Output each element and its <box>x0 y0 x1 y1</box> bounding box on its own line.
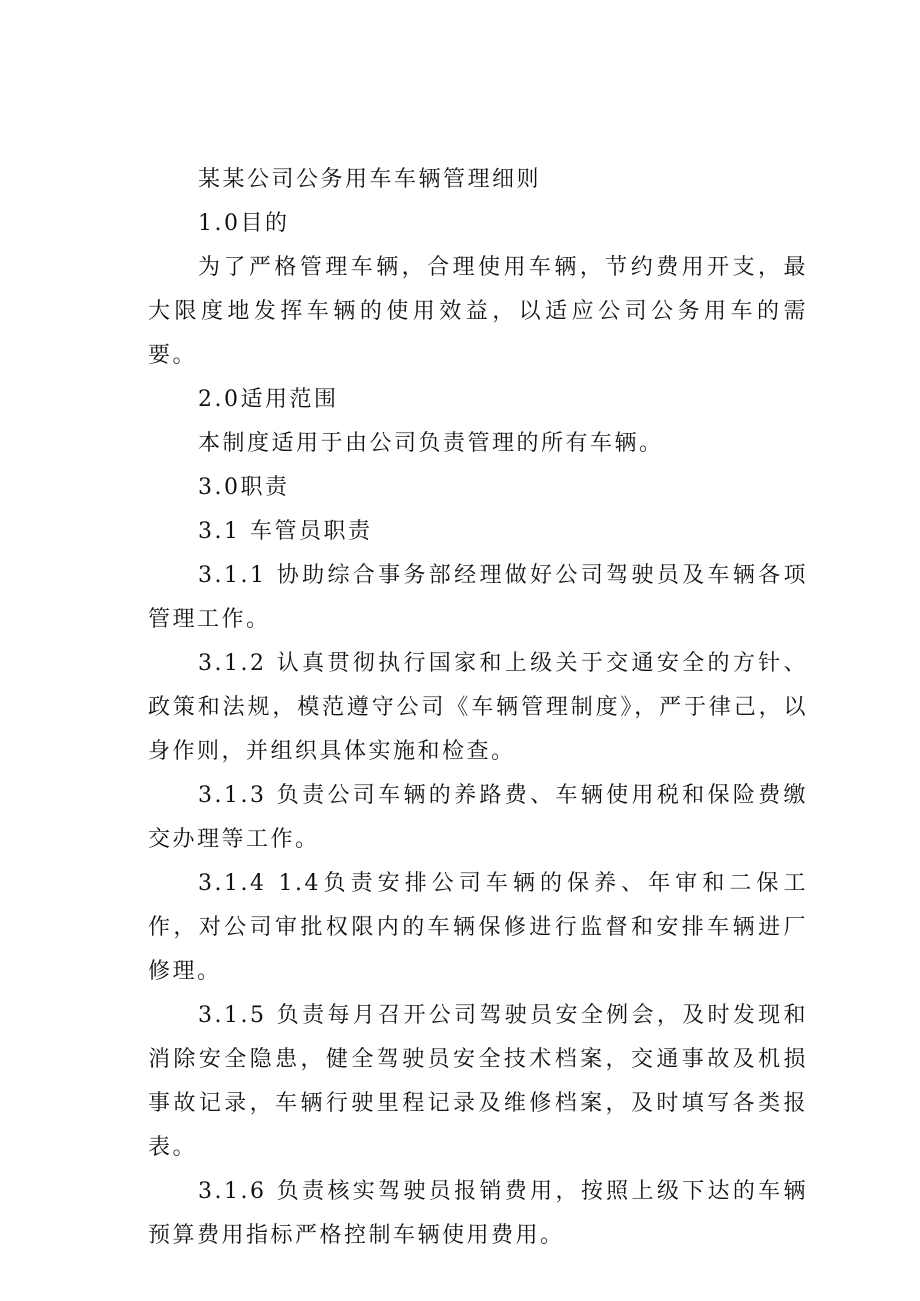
clause-3-1-4: 3.1.4 1.4负责安排公司车辆的保养、年审和二保工作，对公司审批权限内的车辆保修进行监督和安排车辆进厂修理。 <box>148 871 808 984</box>
paragraph-scope: 本制度适用于由公司负责管理的所有车辆。 <box>198 431 664 456</box>
subsection-heading-vehicle-manager: 3.1 车管员职责 <box>198 519 373 544</box>
clause-3-1-5: 3.1.5 负责每月召开公司驾驶员安全例会，及时发现和消除安全隐患，健全驾驶员安全技术档案，交通事故及机损事故记录，车辆行驶里程记录及维修档案，及时填写各类报表。 <box>148 1003 808 1160</box>
paragraph-purpose: 为了严格管理车辆，合理使用车辆，节约费用开支，最大限度地发挥车辆的使用效益，以适应公司公务用车的需要。 <box>148 255 808 368</box>
clause-3-1-2: 3.1.2 认真贯彻执行国家和上级关于交通安全的方针、政策和法规，模范遵守公司《车辆管理制度》，严于律己，以身作则，并组织具体实施和检查。 <box>148 651 808 764</box>
clause-3-1-1: 3.1.1 协助综合事务部经理做好公司驾驶员及车辆各项管理工作。 <box>148 563 808 632</box>
document-body <box>148 158 808 1258</box>
clause-3-1-3: 3.1.3 负责公司车辆的养路费、车辆使用税和保险费缴交办理等工作。 <box>148 783 808 852</box>
section-heading-responsibilities: 3.0职责 <box>198 475 290 500</box>
clause-3-1-6: 3.1.6 负责核实驾驶员报销费用，按照上级下达的车辆预算费用指标严格控制车辆使用费用。 <box>148 1179 808 1248</box>
section-heading-scope: 2.0适用范围 <box>198 387 339 412</box>
section-heading-purpose: 1.0目的 <box>198 211 290 236</box>
document-title: 某某公司公务用车车辆管理细则 <box>198 167 542 192</box>
